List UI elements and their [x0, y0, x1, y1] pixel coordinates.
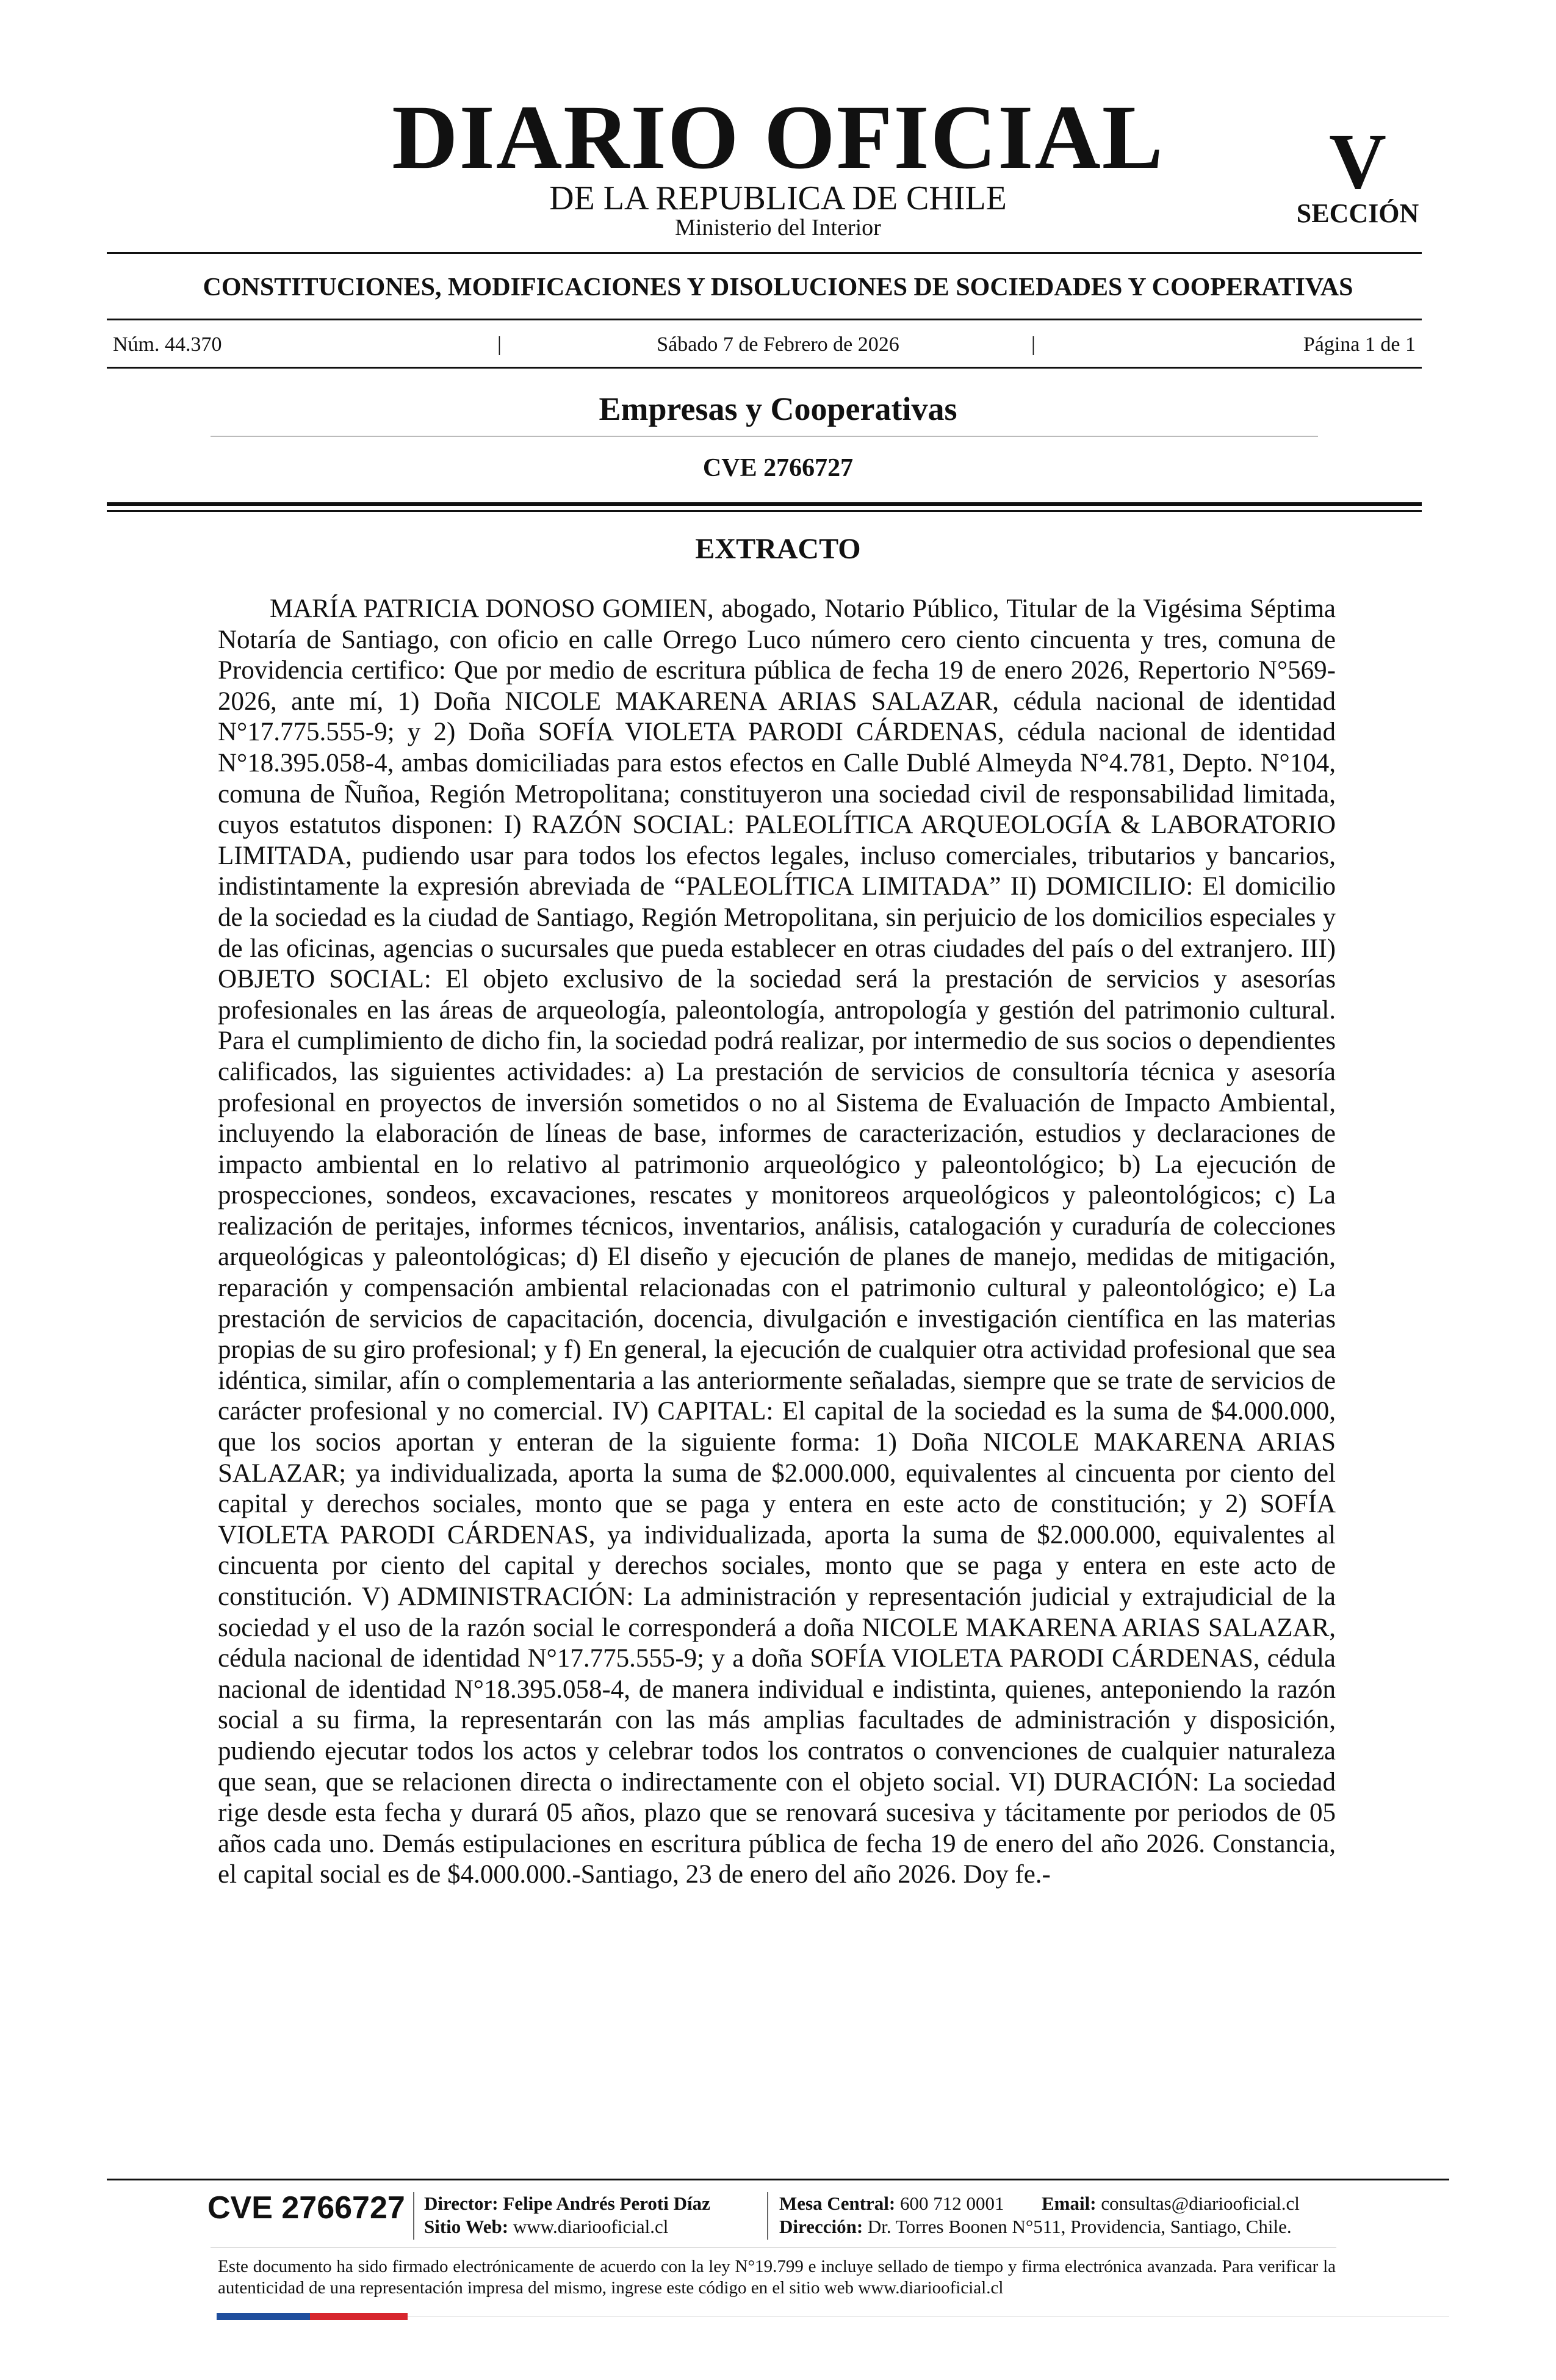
footer-note-rule — [211, 2247, 1336, 2248]
flag-stripe-blue — [217, 2313, 310, 2320]
section-letter: V — [1329, 118, 1386, 206]
masthead-title: DIARIO OFICIAL — [392, 87, 1164, 188]
flag-stripe-line — [408, 2316, 1449, 2317]
masthead-ministry: Ministerio del Interior — [675, 215, 881, 240]
section-label: SECCIÓN — [1296, 198, 1419, 228]
address-value: Dr. Torres Boonen N°511, Providencia, Santiago, Chile. — [867, 2216, 1292, 2237]
footer-separator — [767, 2192, 768, 2240]
document-body: MARÍA PATRICIA DONOSO GOMIEN, abogado, Notario Público, Titular de la Vigésima Séptima Notaría de Santiago, con oficio en calle Orrego Luco número cero ciento cincuenta y tres, comuna de Providencia certifico: Que por medio de escritura pública de fecha 19 de enero 2026, Repertorio N°569-2026, ante mí, 1) Doña NICOLE MAKARENA ARIAS SALAZAR, cédula nacional de identidad N°17.775.555-9; y 2) Doña SOFÍA VIOLETA PARODI CÁRDENAS, cédula nacional de identidad N°18.395.058-4, ambas domiciliadas para estos efectos en Calle Dublé Almeyda N°4.781, Depto. N°104, comuna de Ñuñoa, Región Metropolitana; constituyeron una sociedad civil de responsabilidad limitada, cuyos estatutos disponen: I) RAZÓN SOCIAL: PALEOLÍTICA ARQUEOLOGÍA & LABORATORIO LIMITADA, pudiendo usar para todos los efectos legales, incluso comerciales, tributarios y bancarios, indistintamente la expresión abreviada de “PALEOLÍTICA LIMITADA” II) DOMICILIO: El domicilio de la sociedad es la ciudad de Santiago, Región Metropolitana, sin perjuicio de los domicilios especiales y de las oficinas, agencias o sucursales que pueda establecer en otras ciudades del país o del extranjero. III) OBJETO SOCIAL: El objeto exclusivo de la sociedad será la prestación de servicios y asesorías profesionales en las áreas de arqueología, paleontología, antropología y gestión del patrimonio cultural. Para el cumplimiento de dicho fin, la sociedad podrá realizar, por intermedio de sus socios o dependientes calificados, las siguientes actividades: a) La prestación de servicios de consultoría técnica y asesoría profesional en proyectos de inversión sometidos o no al Sistema de Evaluación de Impacto Ambiental, incluyendo la elaboración de líneas de base, informes de caracterización, estudios y declaraciones de impacto ambiental en lo relativo al patrimonio arqueológico y paleontológico; b) La ejecución de prospecciones, sondeos, excavaciones, rescates y monitoreos arqueológicos y paleontológicos; c) La realización de peritajes, informes técnicos, inventarios, análisis, catalogación y curaduría de colecciones arqueológicas y paleontológicas; d) El diseño y ejecución de planes de manejo, medidas de mitigación, reparación y compensación ambiental relacionadas con el patrimonio cultural y paleontológico; e) La prestación de servicios de capacitación, docencia, divulgación e investigación científica en las materias propias de su giro profesional; y f) En general, la ejecución de cualquier otra actividad profesional que sea idéntica, similar, afín o complementaria a las anteriormente señaladas, siempre que se trate de servicios de carácter profesional y no comercial. IV) CAPITAL: El capital de la sociedad es la suma de $4.000.000, que los socios aportan y enteran de la siguiente forma: 1) Doña NICOLE MAKARENA ARIAS SALAZAR; ya individualizada, aporta la suma de $2.000.000, equivalentes al cincuenta por ciento del capital y derechos sociales, monto que se paga y entera en este acto de constitución; y 2) SOFÍA VIOLETA PARODI CÁRDENAS, ya individualizada, aporta la suma de $2.000.000, equivalentes al cincuenta por ciento del capital y derechos sociales, monto que se paga y entera en este acto de constitución. V) ADMINISTRACIÓN: La administración y representación judicial y extrajudicial de la sociedad y el uso de la razón social le corresponderá a doña NICOLE MAKARENA ARIAS SALAZAR, cédula nacional de identidad N°17.775.555-9; y a doña SOFÍA VIOLETA PARODI CÁRDENAS, cédula nacional de identidad N°18.395.058-4, de manera individual e indistinta, quienes, anteponiendo la razón social a su firma, la representarán con las más amplias facultades de administración y disposición, pudiendo ejecutar todos los actos y celebrar todos los contratos o convenciones de cualquier naturaleza que sean, que se relacionen directa o indirectamente con el objeto social. VI) DURACIÓN: La sociedad rige desde esta fecha y durará 05 años, plazo que se renovará sucesiva y tácitamente por periodos de 05 años cada uno. Demás estipulaciones en escritura pública de fecha 19 de enero del año 2026. Constancia, el capital social es de $4.000.000.-Santiago, 23 de enero del año 2026. Doy fe.- — [218, 594, 1336, 1889]
website-label: Sitio Web: — [424, 2216, 509, 2237]
meta-rule — [107, 367, 1422, 369]
cve-code: CVE 2766727 — [702, 454, 854, 482]
flag-stripe-red — [310, 2313, 408, 2320]
footer-rule — [107, 2179, 1449, 2180]
double-rule-bottom — [107, 510, 1422, 512]
meta-separator: | — [1031, 333, 1036, 356]
section-heading-rule — [211, 436, 1318, 437]
footer-email — [1042, 2192, 1300, 2215]
footer-separator — [413, 2192, 414, 2240]
section-heading: Empresas y Cooperativas — [599, 391, 957, 427]
masthead-rule — [107, 252, 1422, 254]
issue-number: Núm. 44.370 — [113, 333, 222, 356]
meta-separator: | — [497, 333, 502, 356]
signature-note: Este documento ha sido firmado electrónicamente de acuerdo con la ley N°19.799 e incluye sellado de tiempo y firma electrónica avanzada. Para verificar la autenticidad de una representación impresa del mismo, ingrese este código en el sitio web www.diariooficial.cl — [218, 2257, 1336, 2298]
director-name: Felipe Andrés Peroti Díaz — [503, 2193, 710, 2214]
footer-website — [424, 2215, 668, 2238]
email-link[interactable]: consultas@diariooficial.cl — [1101, 2193, 1300, 2214]
double-rule-top — [107, 502, 1422, 506]
issue-date: Sábado 7 de Febrero de 2026 — [657, 333, 899, 356]
website-link[interactable]: www.diariooficial.cl — [513, 2216, 669, 2237]
director-label: Director: — [424, 2193, 499, 2214]
footer-cve-code: CVE 2766727 — [207, 2190, 405, 2226]
footer-address — [779, 2215, 1292, 2238]
footer-director — [424, 2192, 710, 2215]
masthead-subtitle: DE LA REPUBLICA DE CHILE — [549, 179, 1007, 217]
phone-label: Mesa Central: — [779, 2193, 896, 2214]
category-rule — [107, 319, 1422, 320]
document-title: EXTRACTO — [695, 533, 861, 565]
phone-value: 600 712 0001 — [900, 2193, 1004, 2214]
footer-phone — [779, 2192, 1004, 2215]
email-label: Email: — [1042, 2193, 1097, 2214]
category-heading: CONSTITUCIONES, MODIFICACIONES Y DISOLUCIONES DE SOCIEDADES Y COOPERATIVAS — [203, 273, 1353, 301]
page-indicator: Página 1 de 1 — [1303, 333, 1416, 356]
address-label: Dirección: — [779, 2216, 863, 2237]
